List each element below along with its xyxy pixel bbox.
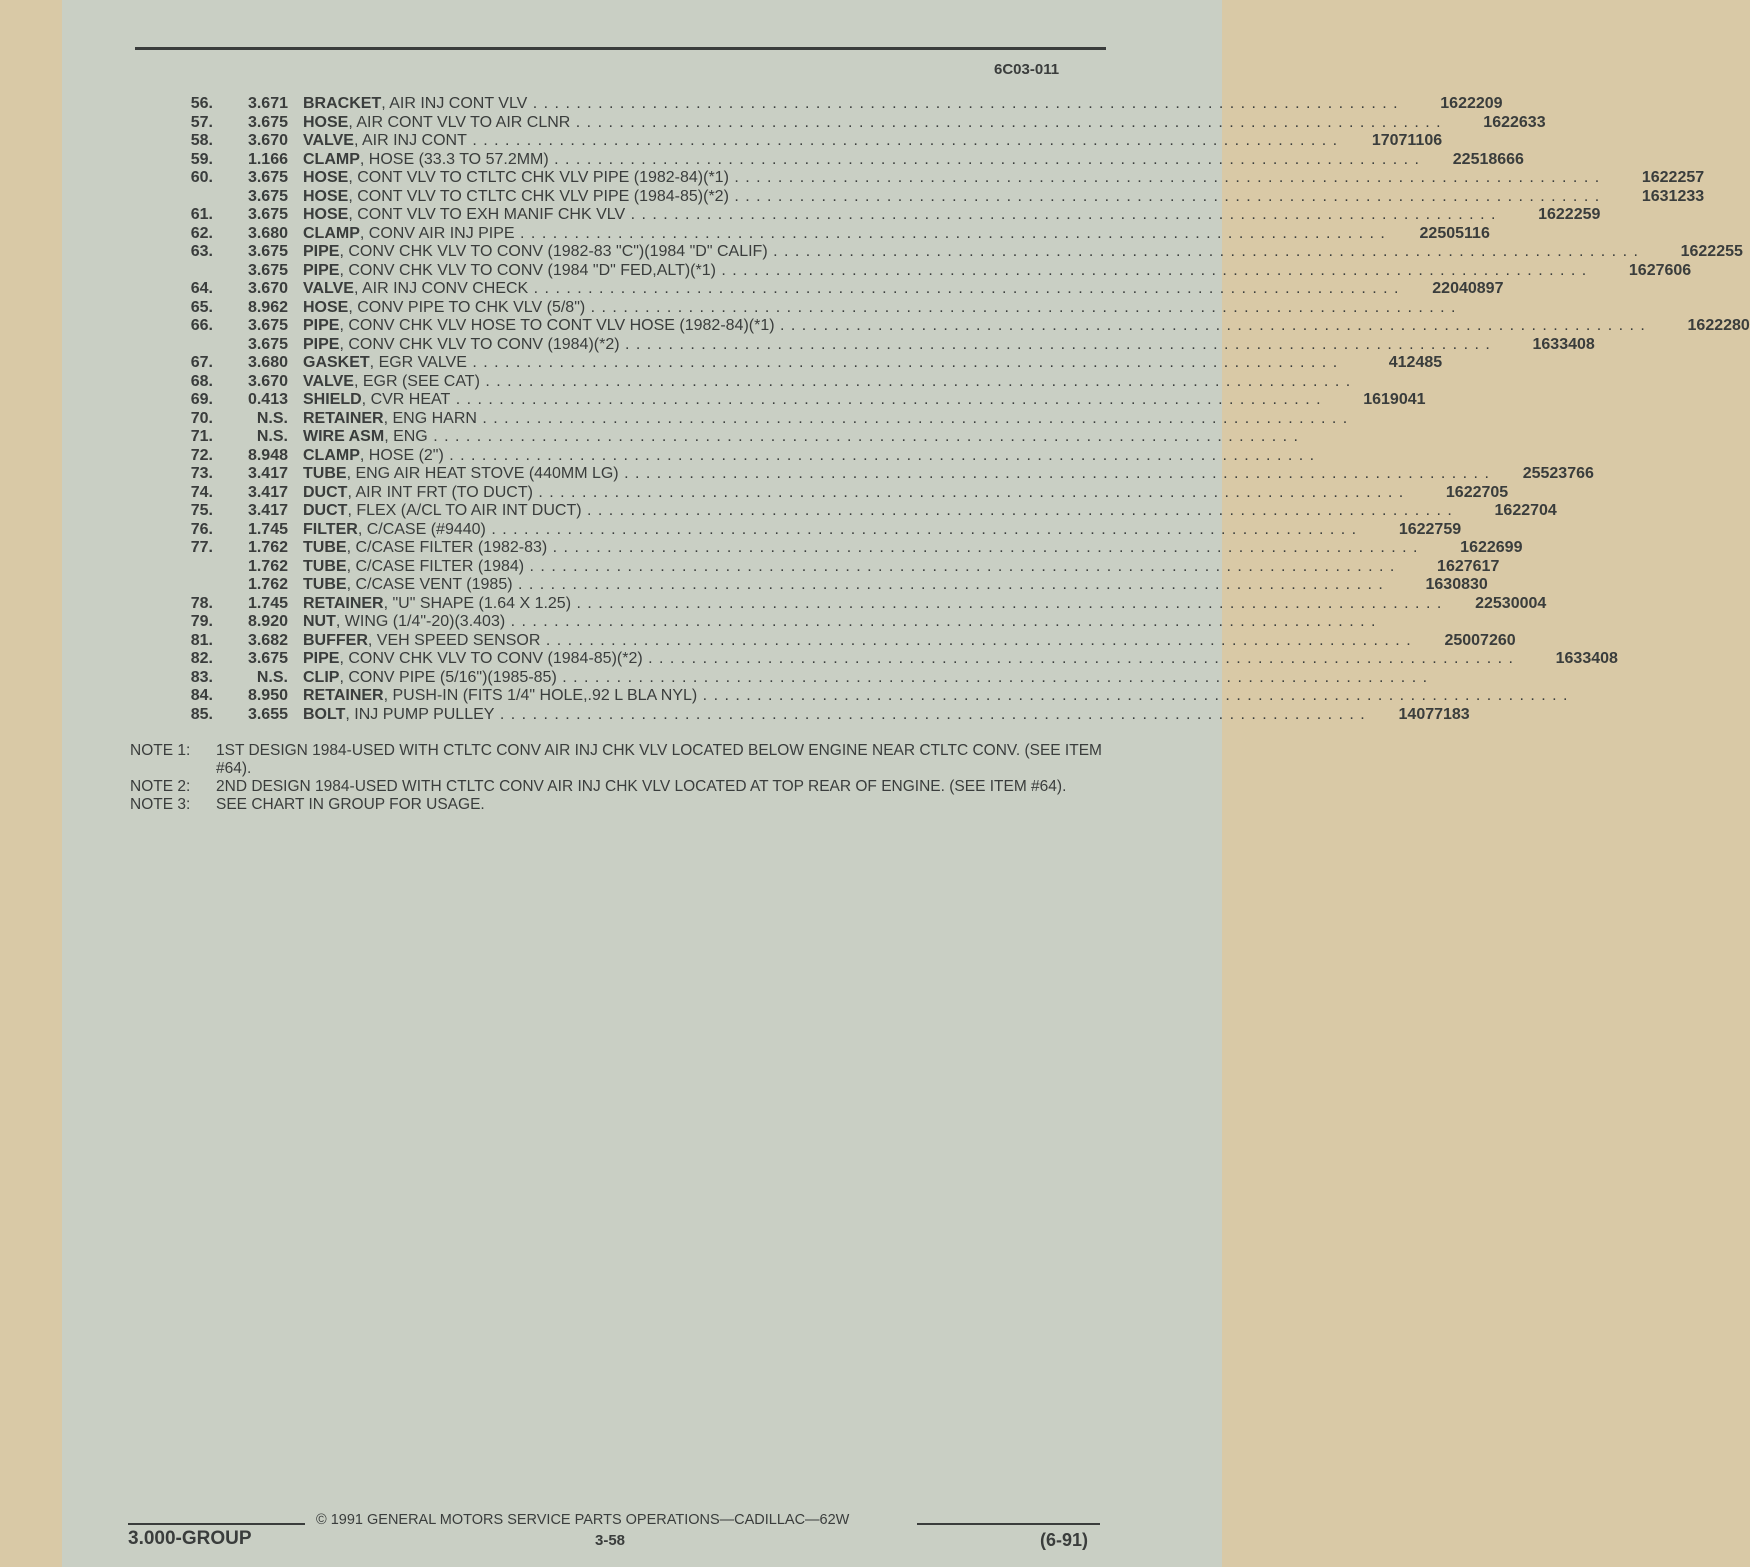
group-number: 3.675 (247, 317, 288, 334)
item-number: 76. (190, 520, 213, 538)
item-number: 70. (190, 409, 213, 427)
item-number: 73. (190, 465, 213, 482)
part-name: PIPE (303, 650, 340, 667)
leader-dots: . . . . . . . . . . . . . . . . . . . . . . . . . . . . . . . . . . . . . . . . . . . . . . . . . . . . . . . . . . . . . . . . . . . . . . . . . . . . . . . . (547, 539, 1419, 556)
leader-dots: . . . . . . . . . . . . . . . . . . . . . . . . . . . . . . . . . . . . . . . . . . . . . . . . . . . . . . . . . . . . . . . . . . . . . . . . . . . . . . . . (527, 95, 1399, 112)
part-detail: , AIR CONT VLV TO AIR CLNR (348, 113, 571, 131)
part-description (303, 336, 1491, 355)
footer-rule-left (128, 1523, 305, 1525)
part-name: BUFFER (303, 631, 368, 649)
part-description (303, 262, 1587, 281)
part-detail: , CONV AIR INJ PIPE (359, 224, 515, 242)
part-description (303, 706, 1366, 725)
table-row (130, 613, 1377, 632)
part-detail: , EGR VALVE (369, 354, 467, 371)
part-name: DUCT (303, 483, 348, 501)
table-row (130, 169, 1705, 188)
leader-dots: . . . . . . . . . . . . . . . . . . . . . . . . . . . . . . . . . . . . . . . . . . . . . . . . . . . . . . . . . . . . . . . . . . . . . . . . . . . . . . . . (581, 502, 1453, 519)
part-description (303, 687, 1568, 706)
part-name: CLAMP (303, 150, 360, 168)
item-number: 60. (190, 169, 213, 186)
group-number: 3.680 (247, 354, 288, 371)
item-number: 84. (190, 687, 213, 704)
table-row (130, 594, 1547, 614)
part-name: HOSE (303, 169, 349, 186)
group-number: 1.745 (247, 594, 288, 612)
table-row (130, 243, 1743, 262)
item-number: 69. (190, 391, 213, 408)
item-number: 66. (190, 317, 213, 334)
part-number: 1622705 (1445, 483, 1509, 501)
table-row (130, 354, 1443, 373)
part-detail: , AIR INJ CONV CHECK (353, 280, 529, 297)
group-number: 3.675 (247, 169, 288, 186)
part-number: 1622255 (1680, 243, 1743, 260)
table-row (130, 631, 1516, 651)
group-number: 3.670 (247, 132, 288, 149)
part-detail: , PUSH-IN (FITS 1/4" HOLE,.92 L BLA NYL) (383, 687, 698, 704)
leader-dots: . . . . . . . . . . . . . . . . . . . . . . . . . . . . . . . . . . . . . . . . . . . . . . . . . . . . . . . . . . . . . . . . . . . . . . . . . . . . . . . . (571, 594, 1443, 612)
part-description (303, 280, 1399, 299)
leader-dots: . . . . . . . . . . . . . . . . . . . . . . . . . . . . . . . . . . . . . . . . . . . . . . . . . . . . . . . . . . . . . . . . . . . . . . . . . . . . . . . . (715, 261, 1588, 279)
part-description (303, 502, 1453, 521)
part-name: VALVE (303, 132, 354, 149)
part-detail: , CONV CHK VLV TO CONV (1982-83 "C")(1984 "D" CALIF) (339, 243, 768, 260)
table-row (130, 446, 1316, 466)
table-row (130, 650, 1618, 669)
part-name: HOSE (303, 187, 349, 205)
leader-dots: . . . . . . . . . . . . . . . . . . . . . . . . . . . . . . . . . . . . . . . . . . . . . . . . . . . . . . . . . . . . . . . . . . . . . . . . . . . . . . . . (728, 169, 1601, 186)
parts-list (130, 95, 1750, 724)
part-number: 1622280 (1687, 317, 1750, 334)
leader-dots: . . . . . . . . . . . . . . . . . . . . . . . . . . . . . . . . . . . . . . . . . . . . . . . . . . . . . . . . . . . . . . . . . . . . . . . . . . . . . . . . (450, 391, 1322, 408)
table-row (130, 298, 1457, 318)
part-name: BOLT (303, 705, 346, 723)
item-number: 59. (190, 150, 213, 168)
item-number: 74. (190, 483, 213, 501)
part-detail: , AIR INJ CONT (353, 132, 467, 149)
part-number: 412485 (1388, 354, 1443, 371)
part-number: 22530004 (1475, 594, 1547, 612)
leader-dots: . . . . . . . . . . . . . . . . . . . . . . . . . . . . . . . . . . . . . . . . . . . . . . . . . . . . . . . . . . . . . . . . . . . . . . . . . . . . . . . . (697, 687, 1569, 704)
table-row (130, 372, 1352, 392)
part-detail: , "U" SHAPE (1.64 X 1.25) (383, 594, 572, 612)
part-description (303, 373, 1351, 392)
part-name: RETAINER (303, 409, 384, 427)
group-number: 3.417 (247, 502, 288, 519)
group-number: 3.675 (247, 206, 288, 223)
part-detail: , C/CASE FILTER (1984) (346, 557, 525, 575)
part-description (303, 576, 1384, 595)
part-number: 1627606 (1628, 261, 1692, 279)
leader-dots: . . . . . . . . . . . . . . . . . . . . . . . . . . . . . . . . . . . . . . . . . . . . . . . . . . . . . . . . . . . . . . . . . . . . . . . . . . . . . . . . (642, 650, 1514, 667)
part-detail: , C/CASE FILTER (1982-83) (346, 539, 548, 556)
part-detail: , CVR HEAT (361, 391, 451, 408)
group-number: 0.413 (247, 391, 288, 408)
part-description (303, 521, 1357, 540)
part-description (303, 391, 1322, 410)
group-number: N.S. (256, 668, 288, 686)
part-number: 1633408 (1532, 335, 1595, 353)
group-number: 1.762 (247, 576, 288, 593)
group-number: 3.675 (247, 187, 288, 205)
item-number: 58. (190, 132, 213, 149)
part-number: 1631233 (1641, 187, 1705, 205)
group-label: 3.000-GROUP (128, 1528, 252, 1549)
item-number: 77. (190, 539, 213, 556)
part-name: WIRE ASM (303, 428, 385, 445)
leader-dots: . . . . . . . . . . . . . . . . . . . . . . . . . . . . . . . . . . . . . . . . . . . . . . . . . . . . . . . . . . . . . . . . . . . . . . . . . . . . . . . . (512, 576, 1384, 593)
part-name: TUBE (303, 576, 347, 593)
table-row (130, 206, 1601, 225)
part-name: TUBE (303, 465, 347, 482)
note-label: NOTE 2: (130, 778, 191, 795)
part-name: PIPE (303, 335, 340, 353)
part-detail: , C/CASE (#9440) (357, 520, 486, 538)
part-detail: , CONT VLV TO CTLTC CHK VLV PIPE (1982-84)(*1) (348, 169, 729, 186)
part-name: RETAINER (303, 594, 384, 612)
part-description (303, 632, 1412, 651)
part-detail: , WING (1/4"-20)(3.403) (335, 613, 506, 630)
part-number: 1630830 (1425, 576, 1488, 593)
part-detail: , ENG AIR HEAT STOVE (440MM LG) (346, 465, 619, 482)
table-row (130, 668, 1429, 688)
item-number: 64. (190, 280, 213, 297)
item-number: 75. (190, 502, 213, 519)
part-description (303, 114, 1442, 133)
note-text: 1ST DESIGN 1984-USED WITH CTLTC CONV AIR INJ CHK VLV LOCATED BELOW ENGINE NEAR CTLTC CONV. (SEE ITEM #64). (216, 742, 1102, 777)
leader-dots: . . . . . . . . . . . . . . . . . . . . . . . . . . . . . . . . . . . . . . . . . . . . . . . . . . . . . . . . . . . . . . . . . . . . . . . . . . . . . . . . (625, 206, 1497, 223)
part-detail: , C/CASE VENT (1985) (346, 576, 513, 593)
part-number: 1622633 (1483, 113, 1546, 131)
part-detail: , ENG (384, 428, 428, 445)
part-number: 1633408 (1555, 650, 1618, 667)
part-detail: , AIR INJ CONT VLV (381, 95, 528, 112)
item-number: 83. (190, 668, 213, 686)
leader-dots: . . . . . . . . . . . . . . . . . . . . . . . . . . . . . . . . . . . . . . . . . . . . . . . . . . . . . . . . . . . . . . . . . . . . . . . . . . . . . . . . (524, 557, 1396, 575)
part-number: 1619041 (1363, 391, 1426, 408)
part-number: 1622699 (1460, 539, 1523, 556)
leader-dots: . . . . . . . . . . . . . . . . . . . . . . . . . . . . . . . . . . . . . . . . . . . . . . . . . . . . . . . . . . . . . . . . . . . . . . . . . . . . . . . . (528, 280, 1400, 297)
leader-dots: . . . . . . . . . . . . . . . . . . . . . . . . . . . . . . . . . . . . . . . . . . . . . . . . . . . . . . . . . . . . . . . . . . . . . . . . . . . . . . . . (443, 446, 1316, 464)
table-row (130, 705, 1470, 725)
part-name: DUCT (303, 502, 348, 519)
part-detail: , CONT VLV TO CTLTC CHK VLV PIPE (1984-85)(*2) (348, 187, 729, 205)
part-number: 22505116 (1419, 224, 1490, 242)
part-description (303, 95, 1399, 114)
part-number: 25523766 (1522, 465, 1594, 482)
part-name: CLIP (303, 668, 340, 686)
leader-dots: . . . . . . . . . . . . . . . . . . . . . . . . . . . . . . . . . . . . . . . . . . . . . . . . . . . . . . . . . . . . . . . . . . . . . . . . . . . . . . . . (548, 150, 1420, 168)
part-description (303, 243, 1639, 262)
group-number: 8.950 (247, 687, 288, 704)
item-number: 72. (190, 446, 213, 464)
part-number: 1622704 (1494, 502, 1557, 519)
part-detail: , EGR (SEE CAT) (353, 372, 480, 390)
table-row (130, 483, 1509, 503)
part-number: 1622257 (1641, 169, 1705, 186)
leader-dots: . . . . . . . . . . . . . . . . . . . . . . . . . . . . . . . . . . . . . . . . . . . . . . . . . . . . . . . . . . . . . . . . . . . . . . . . . . . . . . . . (494, 705, 1366, 723)
item-number: 62. (190, 224, 213, 242)
part-description (303, 410, 1348, 429)
copyright-line: © 1991 GENERAL MOTORS SERVICE PARTS OPERATIONS—CADILLAC—62W (316, 1512, 850, 1528)
leader-dots: . . . . . . . . . . . . . . . . . . . . . . . . . . . . . . . . . . . . . . . . . . . . . . . . . . . . . . . . . . . . . . . . . . . . . . . . . . . . . . . . (767, 243, 1639, 260)
item-number: 65. (190, 298, 213, 316)
table-row (130, 224, 1490, 244)
part-detail: , HOSE (2") (359, 446, 444, 464)
part-number: 22518666 (1452, 150, 1524, 168)
part-description (303, 225, 1386, 244)
part-detail: , VEH SPEED SENSOR (367, 631, 541, 649)
part-name: HOSE (303, 298, 349, 316)
part-detail: , ENG HARN (383, 409, 477, 427)
part-description (303, 317, 1646, 336)
part-description (303, 595, 1442, 614)
group-number: 8.948 (247, 446, 288, 464)
item-number: 78. (190, 594, 213, 612)
part-name: SHIELD (303, 391, 362, 408)
table-row (130, 502, 1557, 521)
part-name: HOSE (303, 206, 349, 223)
table-row (130, 280, 1504, 299)
part-name: VALVE (303, 372, 354, 390)
item-number: 82. (190, 650, 213, 667)
table-row (130, 132, 1443, 151)
part-number: 22040897 (1432, 280, 1504, 297)
part-detail: , CONV CHK VLV TO CONV (1984-85)(*2) (339, 650, 643, 667)
part-name: FILTER (303, 520, 358, 538)
group-number: 3.680 (247, 224, 288, 242)
note-item (130, 796, 1110, 814)
part-description (303, 428, 1299, 447)
group-number: 3.670 (247, 280, 288, 297)
leader-dots: . . . . . . . . . . . . . . . . . . . . . . . . . . . . . . . . . . . . . . . . . . . . . . . . . . . . . . . . . . . . . . . . . . . . . . . . . . . . . . . . (485, 520, 1358, 538)
part-detail: , INJ PUMP PULLEY (345, 705, 495, 723)
part-description (303, 299, 1456, 318)
part-number: 1627617 (1437, 557, 1500, 575)
table-row (130, 465, 1594, 484)
revision-date: (6-91) (1040, 1530, 1089, 1550)
table-row (130, 557, 1500, 577)
leader-dots: . . . . . . . . . . . . . . . . . . . . . . . . . . . . . . . . . . . . . . . . . . . . . . . . . . . . . . . . . . . . . . . . . . . . . . . . . . . . . . . . (476, 409, 1349, 427)
leader-dots: . . . . . . . . . . . . . . . . . . . . . . . . . . . . . . . . . . . . . . . . . . . . . . . . . . . . . . . . . . . . . . . . . . . . . . . . . . . . . . . . (585, 298, 1457, 316)
leader-dots: . . . . . . . . . . . . . . . . . . . . . . . . . . . . . . . . . . . . . . . . . . . . . . . . . . . . . . . . . . . . . . . . . . . . . . . . . . . . . . . . (466, 132, 1339, 149)
part-name: PIPE (303, 261, 340, 279)
leader-dots: . . . . . . . . . . . . . . . . . . . . . . . . . . . . . . . . . . . . . . . . . . . . . . . . . . . . . . . . . . . . . . . . . . . . . . . . . . . . . . . . (479, 372, 1352, 390)
table-row (130, 539, 1523, 558)
part-detail: , CONV CHK VLV TO CONV (1984)(*2) (339, 335, 620, 353)
item-number: 61. (190, 206, 213, 223)
part-description (303, 558, 1395, 577)
part-detail: , CONV CHK VLV HOSE TO CONT VLV HOSE (1982-84)(*1) (339, 317, 775, 334)
group-number: 3.675 (247, 261, 288, 279)
part-number: 1622259 (1538, 206, 1601, 223)
group-number: 3.675 (247, 335, 288, 353)
leader-dots: . . . . . . . . . . . . . . . . . . . . . . . . . . . . . . . . . . . . . . . . . . . . . . . . . . . . . . . . . . . . . . . . . . . . . . . . . . . . . . . . (556, 668, 1429, 686)
leader-dots: . . . . . . . . . . . . . . . . . . . . . . . . . . . . . . . . . . . . . . . . . . . . . . . . . . . . . . . . . . . . . . . . . . . . . . . . . . . . . . . . (728, 187, 1601, 205)
item-number: 67. (190, 354, 213, 371)
part-detail: , HOSE (33.3 TO 57.2MM) (359, 150, 549, 168)
part-description (303, 484, 1404, 503)
part-detail: , CONV CHK VLV TO CONV (1984 "D" FED,ALT)(*1) (339, 261, 716, 279)
page-code: 6C03-011 (994, 61, 1060, 78)
part-detail: , AIR INT FRT (TO DUCT) (347, 483, 533, 501)
notes-section (130, 742, 1110, 814)
leader-dots: . . . . . . . . . . . . . . . . . . . . . . . . . . . . . . . . . . . . . . . . . . . . . . . . . . . . . . . . . . . . . . . . . . . . . . . . . . . . . . . . (466, 354, 1339, 371)
group-number: 3.417 (247, 465, 288, 482)
item-number: 71. (190, 428, 213, 445)
group-number: N.S. (256, 428, 288, 445)
part-description (303, 169, 1600, 188)
part-description (303, 539, 1418, 558)
part-name: PIPE (303, 243, 340, 260)
group-number: 1.166 (247, 150, 288, 168)
part-name: CLAMP (303, 446, 360, 464)
part-number: 1622209 (1440, 95, 1503, 112)
leader-dots: . . . . . . . . . . . . . . . . . . . . . . . . . . . . . . . . . . . . . . . . . . . . . . . . . . . . . . . . . . . . . . . . . . . . . . . . . . . . . . . . (427, 428, 1299, 445)
group-number: 1.762 (247, 539, 288, 556)
group-number: 3.675 (247, 650, 288, 667)
table-row (130, 317, 1750, 336)
group-number: 3.675 (247, 113, 288, 131)
part-description (303, 188, 1600, 207)
leader-dots: . . . . . . . . . . . . . . . . . . . . . . . . . . . . . . . . . . . . . . . . . . . . . . . . . . . . . . . . . . . . . . . . . . . . . . . . . . . . . . . . (540, 631, 1412, 649)
group-number: 3.670 (247, 372, 288, 390)
table-row (130, 520, 1462, 540)
top-rule (135, 47, 1106, 50)
item-number: 79. (190, 613, 213, 630)
table-row (130, 187, 1705, 207)
table-row (130, 335, 1595, 355)
table-row (130, 261, 1692, 281)
group-number: 8.962 (247, 298, 288, 316)
part-name: RETAINER (303, 687, 384, 704)
part-detail: , FLEX (A/CL TO AIR INT DUCT) (347, 502, 582, 519)
part-name: PIPE (303, 317, 340, 334)
leader-dots: . . . . . . . . . . . . . . . . . . . . . . . . . . . . . . . . . . . . . . . . . . . . . . . . . . . . . . . . . . . . . . . . . . . . . . . . . . . . . . . . (618, 465, 1490, 482)
note-item (130, 742, 1110, 778)
table-row (130, 576, 1488, 595)
part-description (303, 206, 1496, 225)
part-number: 25007260 (1444, 631, 1516, 649)
part-name: NUT (303, 613, 336, 630)
leader-dots: . . . . . . . . . . . . . . . . . . . . . . . . . . . . . . . . . . . . . . . . . . . . . . . . . . . . . . . . . . . . . . . . . . . . . . . . . . . . . . . . (514, 224, 1386, 242)
part-name: TUBE (303, 557, 347, 575)
part-detail: , CONV PIPE (5/16")(1985-85) (339, 668, 557, 686)
part-description (303, 613, 1376, 632)
part-description (303, 650, 1514, 669)
group-number: 3.671 (247, 95, 288, 112)
part-number: 1622759 (1398, 520, 1462, 538)
group-number: 3.682 (247, 631, 288, 649)
table-row (130, 150, 1524, 170)
part-description (303, 132, 1338, 151)
note-label: NOTE 3: (130, 796, 191, 813)
part-detail: , CONV PIPE TO CHK VLV (5/8") (348, 298, 586, 316)
page-number: 3-58 (595, 1532, 626, 1549)
part-description (303, 354, 1338, 373)
table-row (130, 113, 1546, 133)
group-number: N.S. (256, 409, 288, 427)
part-description (303, 669, 1428, 688)
group-number: 1.762 (247, 557, 288, 575)
part-name: TUBE (303, 539, 347, 556)
part-number: 17071106 (1371, 132, 1443, 149)
part-name: BRACKET (303, 95, 382, 112)
table-row (130, 687, 1569, 706)
table-row (130, 409, 1349, 429)
item-number: 56. (190, 95, 213, 112)
part-name: GASKET (303, 354, 370, 371)
leader-dots: . . . . . . . . . . . . . . . . . . . . . . . . . . . . . . . . . . . . . . . . . . . . . . . . . . . . . . . . . . . . . . . . . . . . . . . . . . . . . . . . (532, 483, 1405, 501)
footer-rule-right (917, 1523, 1100, 1525)
group-number: 1.745 (247, 520, 288, 538)
part-detail: , CONT VLV TO EXH MANIF CHK VLV (348, 206, 626, 223)
table-row (130, 95, 1503, 114)
item-number: 81. (190, 631, 213, 649)
leader-dots: . . . . . . . . . . . . . . . . . . . . . . . . . . . . . . . . . . . . . . . . . . . . . . . . . . . . . . . . . . . . . . . . . . . . . . . . . . . . . . . . (774, 317, 1646, 334)
item-number: 57. (190, 113, 213, 131)
table-row (130, 391, 1426, 410)
note-item (130, 778, 1110, 796)
group-number: 3.675 (247, 243, 288, 260)
note-text: 2ND DESIGN 1984-USED WITH CTLTC CONV AIR INJ CHK VLV LOCATED AT TOP REAR OF ENGINE. (SEE ITEM #64). (216, 778, 1067, 795)
leader-dots: . . . . . . . . . . . . . . . . . . . . . . . . . . . . . . . . . . . . . . . . . . . . . . . . . . . . . . . . . . . . . . . . . . . . . . . . . . . . . . . . (570, 113, 1442, 131)
part-description (303, 151, 1420, 170)
note-text: SEE CHART IN GROUP FOR USAGE. (216, 796, 485, 813)
item-number: 68. (190, 372, 213, 390)
note-label: NOTE 1: (130, 742, 191, 759)
group-number: 3.655 (247, 705, 288, 723)
part-name: CLAMP (303, 224, 360, 242)
part-name: VALVE (303, 280, 354, 297)
group-number: 8.920 (247, 613, 288, 630)
part-number: 14077183 (1398, 705, 1470, 723)
group-number: 3.417 (247, 483, 288, 501)
leader-dots: . . . . . . . . . . . . . . . . . . . . . . . . . . . . . . . . . . . . . . . . . . . . . . . . . . . . . . . . . . . . . . . . . . . . . . . . . . . . . . . . (505, 613, 1377, 630)
leader-dots: . . . . . . . . . . . . . . . . . . . . . . . . . . . . . . . . . . . . . . . . . . . . . . . . . . . . . . . . . . . . . . . . . . . . . . . . . . . . . . . . (619, 335, 1491, 353)
table-row (130, 428, 1299, 447)
item-number: 85. (190, 705, 213, 723)
item-number: 63. (190, 243, 213, 260)
part-description (303, 447, 1315, 466)
part-description (303, 465, 1490, 484)
part-name: HOSE (303, 113, 349, 131)
